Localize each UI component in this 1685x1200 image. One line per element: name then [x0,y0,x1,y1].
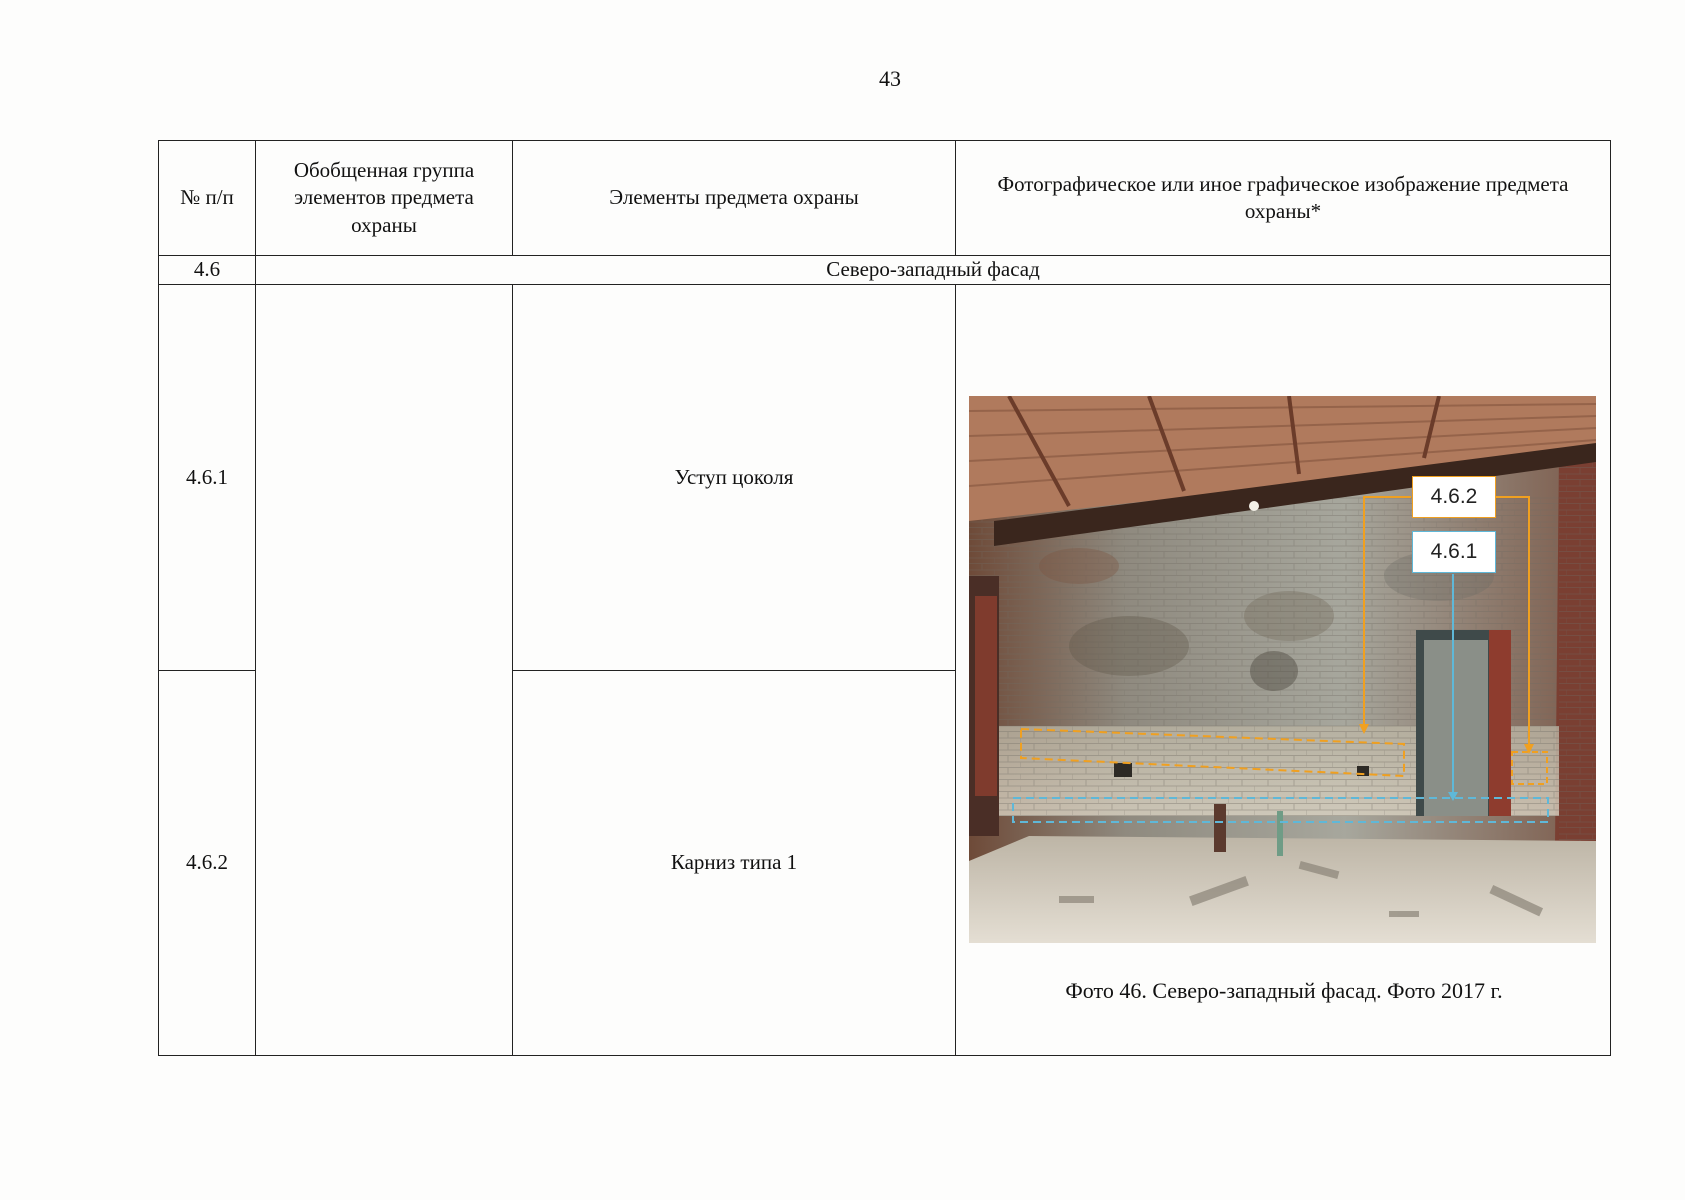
protection-elements-table [158,140,1611,1056]
section-number: 4.6 [159,256,256,285]
section-title: Северо-западный фасад [256,256,1611,285]
facade-photo [969,396,1596,943]
photo-cell [956,285,1611,1056]
header-group: Обобщенная группа элементов предмета охраны [256,141,513,256]
header-elements: Элементы предмета охраны [513,141,956,256]
row-number: 4.6.1 [159,285,256,671]
photo-caption: Фото 46. Северо-западный фасад. Фото 2017 г. [1065,978,1503,1003]
element-name: Уступ цоколя [513,285,956,671]
group-cell [256,285,513,1056]
header-number: № п/п [159,141,256,256]
element-name: Карниз типа 1 [513,671,956,1056]
page-number: 43 [879,66,901,91]
header-image: Фотографическое или иное графическое изображение предмета охраны* [956,141,1611,256]
callout-label-4-6-1: 4.6.1 [1413,532,1495,572]
row-number: 4.6.2 [159,671,256,1056]
callout-label-4-6-2: 4.6.2 [1413,477,1495,517]
